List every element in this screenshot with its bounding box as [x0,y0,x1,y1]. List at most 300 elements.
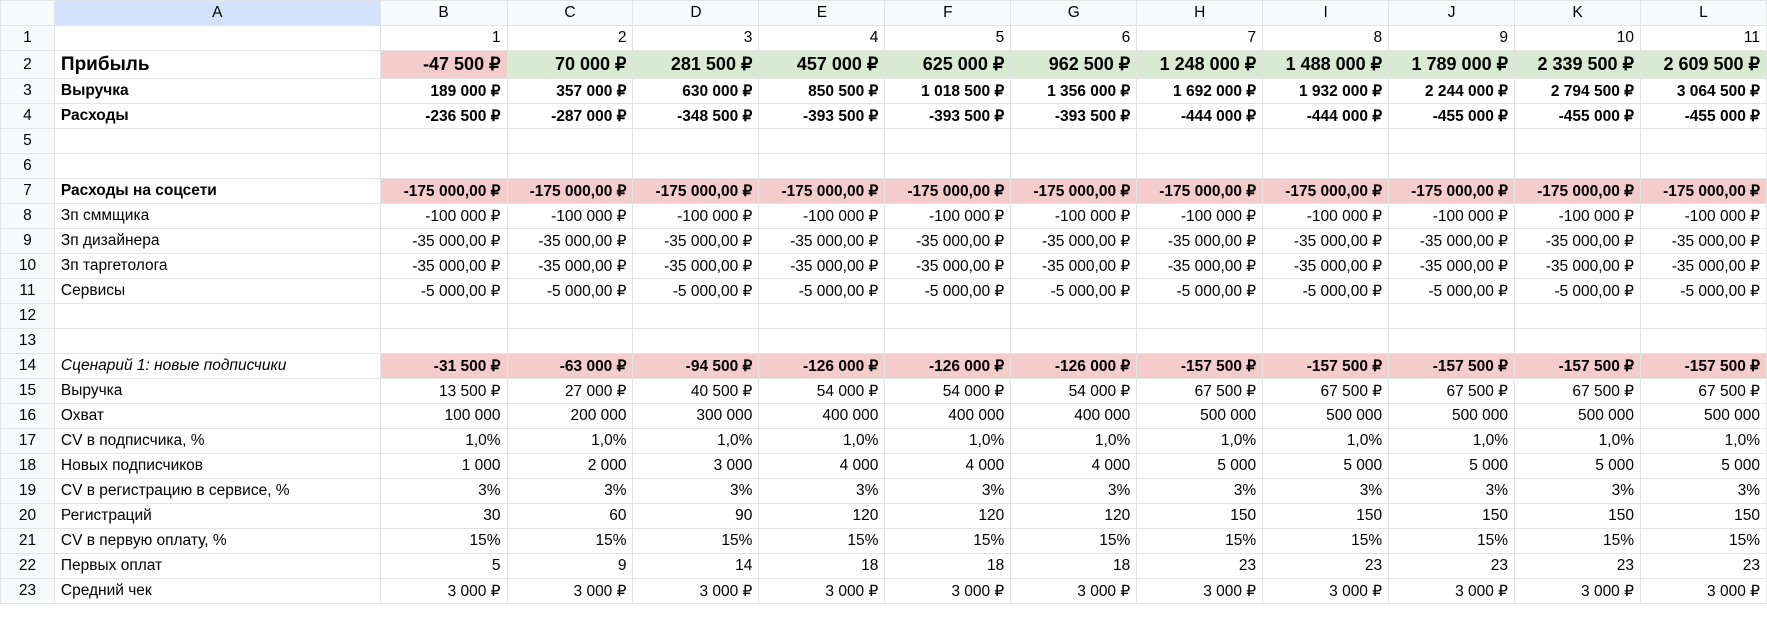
cell-value[interactable]: -5 000,00 ₽ [885,279,1011,304]
cell-value[interactable] [759,129,885,154]
cell-value[interactable]: -5 000,00 ₽ [1263,279,1389,304]
cell-value[interactable]: 3 000 ₽ [507,579,633,604]
cell-value[interactable]: -393 500 ₽ [1011,104,1137,129]
cell-value[interactable]: 3 000 ₽ [1640,579,1766,604]
cell-value[interactable] [1011,129,1137,154]
cell-label[interactable]: Расходы [54,104,380,129]
cell-value[interactable]: 150 [1640,504,1766,529]
cell-value[interactable]: 3 000 ₽ [633,579,759,604]
cell-value[interactable]: 500 000 [1263,404,1389,429]
cell-value[interactable]: 1,0% [759,429,885,454]
cell-value[interactable]: 15% [1515,529,1641,554]
cell-value[interactable]: -5 000,00 ₽ [1640,279,1766,304]
cell-value[interactable]: 3% [633,479,759,504]
cell-value[interactable]: 70 000 ₽ [507,51,633,79]
cell-value[interactable]: 15% [885,529,1011,554]
cell-value[interactable]: 4 000 [759,454,885,479]
cell-value[interactable]: 54 000 ₽ [1011,379,1137,404]
cell-value[interactable] [1137,129,1263,154]
cell-value[interactable]: -100 000 ₽ [885,204,1011,229]
row-header[interactable]: 9 [1,229,55,254]
cell-value[interactable]: -444 000 ₽ [1263,104,1389,129]
cell-value[interactable] [1515,329,1641,354]
cell-value[interactable]: 500 000 [1515,404,1641,429]
column-header-a[interactable]: A [54,1,380,26]
cell-value[interactable]: 630 000 ₽ [633,79,759,104]
cell-value[interactable]: 281 500 ₽ [633,51,759,79]
cell-value[interactable]: 23 [1137,554,1263,579]
cell-value[interactable]: 23 [1515,554,1641,579]
row-header[interactable]: 15 [1,379,55,404]
cell-value[interactable]: -100 000 ₽ [633,204,759,229]
cell-value[interactable]: 400 000 [759,404,885,429]
cell-value[interactable] [1389,304,1515,329]
cell-value[interactable] [633,329,759,354]
cell-value[interactable]: 2 000 [507,454,633,479]
cell-value[interactable] [380,129,507,154]
cell-value[interactable]: -5 000,00 ₽ [1011,279,1137,304]
cell-value[interactable]: 15% [1137,529,1263,554]
cell-value[interactable]: -455 000 ₽ [1515,104,1641,129]
cell-value[interactable]: 1,0% [1137,429,1263,454]
cell-value[interactable]: -100 000 ₽ [1389,204,1515,229]
cell-value[interactable]: 5 000 [1137,454,1263,479]
cell-label[interactable]: CV в первую оплату, % [54,529,380,554]
cell-value[interactable]: 150 [1389,504,1515,529]
cell-value[interactable]: 2 244 000 ₽ [1389,79,1515,104]
cell-value[interactable]: 67 500 ₽ [1389,379,1515,404]
column-header-g[interactable]: G [1011,1,1137,26]
cell-value[interactable]: -287 000 ₽ [507,104,633,129]
cell-value[interactable]: -157 500 ₽ [1515,354,1641,379]
column-header-l[interactable]: L [1640,1,1766,26]
cell-value[interactable]: -5 000,00 ₽ [507,279,633,304]
row-header[interactable]: 12 [1,304,55,329]
cell-value[interactable]: 4 000 [885,454,1011,479]
cell-value[interactable]: 5 [885,26,1011,51]
cell-value[interactable]: -100 000 ₽ [507,204,633,229]
cell-label[interactable]: Сервисы [54,279,380,304]
row-header[interactable]: 13 [1,329,55,354]
cell-value[interactable]: 1,0% [380,429,507,454]
row-header[interactable]: 3 [1,79,55,104]
cell-value[interactable]: 1 932 000 ₽ [1263,79,1389,104]
cell-value[interactable]: -126 000 ₽ [1011,354,1137,379]
cell-value[interactable]: 3 000 [633,454,759,479]
cell-value[interactable] [1640,154,1766,179]
cell-value[interactable]: 15% [1640,529,1766,554]
cell-value[interactable]: 1,0% [507,429,633,454]
cell-label[interactable]: Новых подписчиков [54,454,380,479]
cell-value[interactable]: 3 000 ₽ [1389,579,1515,604]
cell-value[interactable]: 23 [1389,554,1515,579]
row-header[interactable]: 7 [1,179,55,204]
cell-value[interactable]: 6 [1011,26,1137,51]
cell-value[interactable]: 54 000 ₽ [759,379,885,404]
cell-value[interactable]: -35 000,00 ₽ [885,229,1011,254]
column-header-k[interactable]: K [1515,1,1641,26]
cell-value[interactable]: 60 [507,504,633,529]
cell-value[interactable]: 1 488 000 ₽ [1263,51,1389,79]
cell-value[interactable] [1263,304,1389,329]
cell-value[interactable]: -175 000,00 ₽ [633,179,759,204]
cell-value[interactable]: 357 000 ₽ [507,79,633,104]
cell-value[interactable] [1263,129,1389,154]
cell-value[interactable]: -35 000,00 ₽ [507,254,633,279]
cell-value[interactable]: 15% [1011,529,1137,554]
cell-value[interactable] [1515,154,1641,179]
cell-value[interactable]: 1 018 500 ₽ [885,79,1011,104]
cell-value[interactable] [1640,129,1766,154]
cell-value[interactable]: 5 000 [1389,454,1515,479]
cell-value[interactable]: 3% [380,479,507,504]
cell-value[interactable]: 5 [380,554,507,579]
cell-value[interactable]: 54 000 ₽ [885,379,1011,404]
cell-value[interactable] [885,154,1011,179]
cell-value[interactable]: 3% [885,479,1011,504]
cell-value[interactable]: -126 000 ₽ [759,354,885,379]
cell-value[interactable]: 3 000 ₽ [1137,579,1263,604]
row-header[interactable]: 17 [1,429,55,454]
row-header[interactable]: 20 [1,504,55,529]
cell-value[interactable]: -348 500 ₽ [633,104,759,129]
cell-value[interactable] [1389,129,1515,154]
cell-value[interactable]: 3% [759,479,885,504]
cell-value[interactable]: 1 692 000 ₽ [1137,79,1263,104]
cell-value[interactable]: -157 500 ₽ [1389,354,1515,379]
cell-value[interactable]: 625 000 ₽ [885,51,1011,79]
cell-value[interactable]: 15% [633,529,759,554]
cell-label[interactable]: Охват [54,404,380,429]
cell-value[interactable]: 90 [633,504,759,529]
cell-value[interactable]: -157 500 ₽ [1640,354,1766,379]
cell-value[interactable]: -126 000 ₽ [885,354,1011,379]
cell-value[interactable]: 2 609 500 ₽ [1640,51,1766,79]
cell-value[interactable]: 1,0% [1389,429,1515,454]
cell-value[interactable]: 3% [1137,479,1263,504]
cell-value[interactable] [885,129,1011,154]
cell-value[interactable] [1137,154,1263,179]
cell-value[interactable]: -5 000,00 ₽ [1389,279,1515,304]
cell-value[interactable]: 1 248 000 ₽ [1137,51,1263,79]
cell-value[interactable]: -35 000,00 ₽ [1515,254,1641,279]
cell-value[interactable]: -175 000,00 ₽ [759,179,885,204]
cell-value[interactable]: 13 500 ₽ [380,379,507,404]
cell-value[interactable]: 8 [1263,26,1389,51]
cell-value[interactable]: 1 789 000 ₽ [1389,51,1515,79]
cell-value[interactable]: 40 500 ₽ [633,379,759,404]
cell-value[interactable]: -393 500 ₽ [885,104,1011,129]
cell-value[interactable]: -35 000,00 ₽ [633,254,759,279]
cell-value[interactable] [1389,154,1515,179]
cell-value[interactable]: 2 [507,26,633,51]
cell-value[interactable]: -35 000,00 ₽ [885,254,1011,279]
cell-value[interactable] [507,304,633,329]
cell-value[interactable]: 7 [1137,26,1263,51]
cell-value[interactable]: 1 356 000 ₽ [1011,79,1137,104]
cell-value[interactable]: -236 500 ₽ [380,104,507,129]
cell-value[interactable]: -444 000 ₽ [1137,104,1263,129]
cell-label[interactable] [54,26,380,51]
cell-value[interactable]: 67 500 ₽ [1515,379,1641,404]
cell-value[interactable]: 9 [1389,26,1515,51]
cell-label[interactable]: Зп сммщика [54,204,380,229]
cell-value[interactable]: 3 [633,26,759,51]
cell-value[interactable]: -100 000 ₽ [1640,204,1766,229]
column-header-j[interactable]: J [1389,1,1515,26]
cell-value[interactable]: 1,0% [1263,429,1389,454]
cell-value[interactable]: 1,0% [1640,429,1766,454]
cell-value[interactable]: 4 000 [1011,454,1137,479]
cell-value[interactable]: 100 000 [380,404,507,429]
cell-value[interactable] [1640,304,1766,329]
cell-value[interactable] [1011,329,1137,354]
cell-value[interactable]: 3% [1263,479,1389,504]
cell-label[interactable]: CV в подписчика, % [54,429,380,454]
cell-value[interactable] [1515,129,1641,154]
cell-value[interactable]: 67 500 ₽ [1137,379,1263,404]
cell-value[interactable]: 30 [380,504,507,529]
cell-value[interactable]: 1 [380,26,507,51]
cell-value[interactable]: 120 [885,504,1011,529]
cell-label[interactable]: Средний чек [54,579,380,604]
cell-value[interactable]: 3% [1515,479,1641,504]
cell-value[interactable]: 3 000 ₽ [380,579,507,604]
cell-value[interactable]: -35 000,00 ₽ [1011,229,1137,254]
cell-value[interactable]: 200 000 [507,404,633,429]
cell-value[interactable]: -175 000,00 ₽ [507,179,633,204]
cell-value[interactable]: -94 500 ₽ [633,354,759,379]
cell-value[interactable]: 1,0% [885,429,1011,454]
cell-value[interactable]: -35 000,00 ₽ [1389,254,1515,279]
cell-label[interactable]: Прибыль [54,51,380,79]
cell-value[interactable]: -5 000,00 ₽ [759,279,885,304]
column-header-f[interactable]: F [885,1,1011,26]
cell-value[interactable]: 27 000 ₽ [507,379,633,404]
cell-label[interactable] [54,304,380,329]
row-header[interactable]: 14 [1,354,55,379]
row-header[interactable]: 6 [1,154,55,179]
cell-value[interactable] [380,154,507,179]
cell-value[interactable] [380,329,507,354]
cell-value[interactable]: -455 000 ₽ [1640,104,1766,129]
cell-value[interactable] [759,304,885,329]
cell-value[interactable]: 189 000 ₽ [380,79,507,104]
cell-value[interactable]: -35 000,00 ₽ [633,229,759,254]
cell-value[interactable]: -35 000,00 ₽ [1011,254,1137,279]
cell-value[interactable]: 150 [1137,504,1263,529]
cell-value[interactable]: 2 339 500 ₽ [1515,51,1641,79]
cell-value[interactable]: 5 000 [1640,454,1766,479]
cell-value[interactable]: -175 000,00 ₽ [1137,179,1263,204]
cell-value[interactable]: -63 000 ₽ [507,354,633,379]
cell-value[interactable]: -35 000,00 ₽ [759,229,885,254]
cell-value[interactable]: 5 000 [1263,454,1389,479]
column-header-h[interactable]: H [1137,1,1263,26]
cell-value[interactable]: -35 000,00 ₽ [507,229,633,254]
cell-value[interactable]: -35 000,00 ₽ [1263,229,1389,254]
cell-value[interactable] [633,304,759,329]
cell-value[interactable]: -5 000,00 ₽ [380,279,507,304]
cell-value[interactable]: -175 000,00 ₽ [885,179,1011,204]
cell-label[interactable]: Выручка [54,79,380,104]
cell-value[interactable]: -175 000,00 ₽ [1640,179,1766,204]
cell-value[interactable]: 3% [1389,479,1515,504]
cell-value[interactable] [1263,154,1389,179]
cell-value[interactable]: -455 000 ₽ [1389,104,1515,129]
cell-value[interactable] [633,154,759,179]
row-header[interactable]: 19 [1,479,55,504]
cell-value[interactable] [1137,329,1263,354]
cell-value[interactable]: 457 000 ₽ [759,51,885,79]
row-header[interactable]: 16 [1,404,55,429]
cell-value[interactable]: -35 000,00 ₽ [1263,254,1389,279]
row-header[interactable]: 5 [1,129,55,154]
cell-value[interactable] [380,304,507,329]
cell-value[interactable]: -157 500 ₽ [1263,354,1389,379]
cell-value[interactable]: 15% [380,529,507,554]
cell-value[interactable]: 4 [759,26,885,51]
cell-value[interactable]: 9 [507,554,633,579]
cell-value[interactable] [1011,154,1137,179]
cell-value[interactable]: -47 500 ₽ [380,51,507,79]
cell-value[interactable]: 23 [1263,554,1389,579]
cell-value[interactable]: 3 000 ₽ [759,579,885,604]
cell-value[interactable] [1389,329,1515,354]
cell-label[interactable] [54,154,380,179]
cell-label[interactable]: Регистраций [54,504,380,529]
cell-value[interactable]: 500 000 [1389,404,1515,429]
cell-value[interactable]: 500 000 [1137,404,1263,429]
cell-value[interactable]: -35 000,00 ₽ [1515,229,1641,254]
cell-value[interactable]: -100 000 ₽ [1515,204,1641,229]
column-header-d[interactable]: D [633,1,759,26]
cell-value[interactable] [1137,304,1263,329]
cell-value[interactable]: -175 000,00 ₽ [380,179,507,204]
row-header[interactable]: 18 [1,454,55,479]
cell-value[interactable]: -31 500 ₽ [380,354,507,379]
cell-value[interactable]: 3 000 ₽ [1011,579,1137,604]
cell-value[interactable]: 67 500 ₽ [1263,379,1389,404]
cell-value[interactable]: -175 000,00 ₽ [1515,179,1641,204]
row-header[interactable]: 21 [1,529,55,554]
cell-label[interactable]: Выручка [54,379,380,404]
cell-value[interactable]: 1,0% [633,429,759,454]
cell-label[interactable]: Зп таргетолога [54,254,380,279]
cell-value[interactable]: -175 000,00 ₽ [1389,179,1515,204]
cell-value[interactable]: -100 000 ₽ [1263,204,1389,229]
cell-label[interactable]: CV в регистрацию в сервисе, % [54,479,380,504]
cell-value[interactable]: -35 000,00 ₽ [759,254,885,279]
cell-value[interactable] [1011,304,1137,329]
cell-value[interactable]: 3% [507,479,633,504]
cell-value[interactable]: -35 000,00 ₽ [380,254,507,279]
cell-value[interactable]: -35 000,00 ₽ [380,229,507,254]
cell-value[interactable]: 14 [633,554,759,579]
cell-value[interactable]: -35 000,00 ₽ [1137,229,1263,254]
cell-label[interactable]: Расходы на соцсети [54,179,380,204]
cell-value[interactable]: 15% [1389,529,1515,554]
row-header[interactable]: 8 [1,204,55,229]
cell-value[interactable] [885,304,1011,329]
cell-value[interactable]: 500 000 [1640,404,1766,429]
cell-label[interactable] [54,329,380,354]
column-header-i[interactable]: I [1263,1,1389,26]
cell-value[interactable]: 15% [507,529,633,554]
column-header-b[interactable]: B [380,1,507,26]
cell-value[interactable]: 962 500 ₽ [1011,51,1137,79]
column-header-c[interactable]: C [507,1,633,26]
cell-value[interactable]: 120 [759,504,885,529]
cell-value[interactable]: 400 000 [1011,404,1137,429]
row-header[interactable]: 2 [1,51,55,79]
cell-value[interactable]: 5 000 [1515,454,1641,479]
cell-value[interactable]: 3 000 ₽ [1515,579,1641,604]
cell-value[interactable]: -100 000 ₽ [1011,204,1137,229]
cell-value[interactable]: 1 000 [380,454,507,479]
cell-value[interactable]: 850 500 ₽ [759,79,885,104]
cell-label[interactable]: Первых оплат [54,554,380,579]
cell-value[interactable] [507,329,633,354]
cell-value[interactable]: 10 [1515,26,1641,51]
cell-value[interactable]: 300 000 [633,404,759,429]
cell-value[interactable]: 67 500 ₽ [1640,379,1766,404]
cell-value[interactable]: -35 000,00 ₽ [1640,229,1766,254]
cell-value[interactable]: -35 000,00 ₽ [1389,229,1515,254]
row-header[interactable]: 10 [1,254,55,279]
cell-value[interactable]: -5 000,00 ₽ [1137,279,1263,304]
cell-value[interactable]: 3 000 ₽ [885,579,1011,604]
cell-value[interactable] [507,129,633,154]
cell-label[interactable] [54,129,380,154]
cell-value[interactable]: 3% [1640,479,1766,504]
cell-value[interactable]: 18 [759,554,885,579]
row-header[interactable]: 1 [1,26,55,51]
cell-value[interactable] [1263,329,1389,354]
cell-value[interactable] [633,129,759,154]
cell-value[interactable]: 150 [1263,504,1389,529]
cell-value[interactable]: 15% [759,529,885,554]
cell-value[interactable] [759,329,885,354]
cell-label[interactable]: Зп дизайнера [54,229,380,254]
cell-value[interactable]: 15% [1263,529,1389,554]
cell-value[interactable]: -35 000,00 ₽ [1640,254,1766,279]
cell-value[interactable]: 23 [1640,554,1766,579]
cell-value[interactable] [1640,329,1766,354]
select-all-corner[interactable] [1,1,55,26]
cell-value[interactable]: -35 000,00 ₽ [1137,254,1263,279]
cell-value[interactable]: -5 000,00 ₽ [1515,279,1641,304]
row-header[interactable]: 23 [1,579,55,604]
cell-value[interactable]: 1,0% [1515,429,1641,454]
cell-value[interactable]: 400 000 [885,404,1011,429]
cell-value[interactable]: -393 500 ₽ [759,104,885,129]
cell-value[interactable]: -100 000 ₽ [759,204,885,229]
cell-value[interactable]: 11 [1640,26,1766,51]
column-header-e[interactable]: E [759,1,885,26]
row-header[interactable]: 11 [1,279,55,304]
cell-value[interactable]: -100 000 ₽ [380,204,507,229]
cell-value[interactable] [759,154,885,179]
cell-value[interactable]: 3 000 ₽ [1263,579,1389,604]
cell-value[interactable]: 18 [885,554,1011,579]
cell-value[interactable]: 3% [1011,479,1137,504]
cell-value[interactable]: 120 [1011,504,1137,529]
cell-value[interactable] [507,154,633,179]
cell-value[interactable]: -175 000,00 ₽ [1011,179,1137,204]
cell-value[interactable]: 3 064 500 ₽ [1640,79,1766,104]
cell-value[interactable] [885,329,1011,354]
